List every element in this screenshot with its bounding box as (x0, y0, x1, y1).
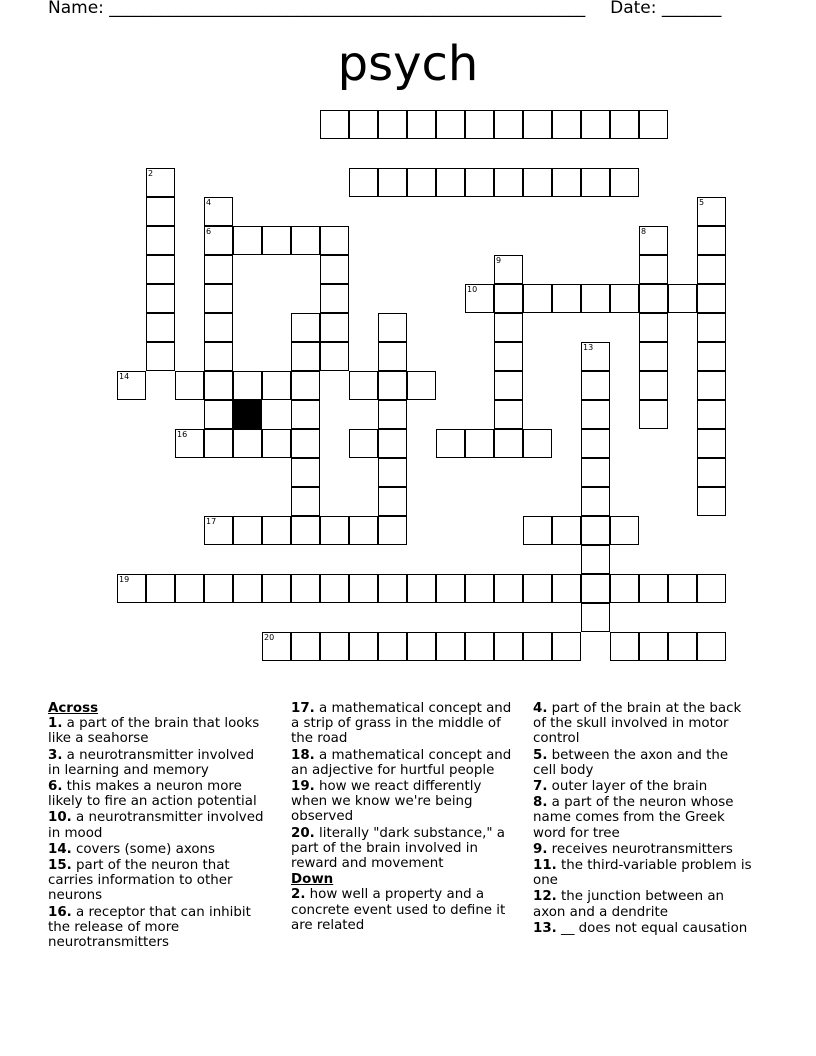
clue-number: 2 (148, 169, 154, 178)
down-clue (291, 887, 513, 933)
grid-cell[interactable] (407, 574, 436, 603)
clue-text: the junction between an axon and a dendrite (533, 889, 725, 920)
grid-cell[interactable] (291, 371, 320, 400)
clue-text: the third-variable problem is one (533, 858, 752, 889)
grid-cell[interactable] (697, 342, 726, 371)
grid-cell[interactable] (378, 342, 407, 371)
grid-cell[interactable] (697, 197, 726, 226)
clue-label-number: 1. (48, 716, 63, 732)
grid-cell[interactable] (581, 458, 610, 487)
clue-label-number: 12. (533, 889, 557, 905)
grid-cell[interactable] (262, 429, 291, 458)
grid-cell[interactable] (320, 632, 349, 661)
clue-number: 19 (119, 575, 130, 584)
grid-cell[interactable] (204, 255, 233, 284)
grid-cell[interactable] (610, 574, 639, 603)
grid-cell[interactable] (697, 255, 726, 284)
across-clue (48, 842, 270, 857)
grid-cell[interactable] (523, 429, 552, 458)
grid-cell[interactable] (668, 574, 697, 603)
clue-label-number: 8. (533, 795, 548, 811)
clue-label-number: 7. (533, 779, 548, 795)
grid-cell[interactable] (291, 429, 320, 458)
clue-label-number: 11. (533, 858, 557, 874)
grid-cell[interactable] (639, 400, 668, 429)
grid-cell[interactable] (407, 371, 436, 400)
clue-number: 5 (699, 198, 705, 207)
grid-cell[interactable] (291, 458, 320, 487)
clue-text: covers (some) axons (76, 841, 215, 857)
clue-label-number: 3. (48, 747, 63, 763)
grid-cell[interactable] (523, 632, 552, 661)
across-clue (48, 905, 270, 951)
grid-cell[interactable] (175, 429, 204, 458)
clue-heading: Across (48, 701, 99, 716)
grid-cell[interactable] (378, 110, 407, 139)
grid-cell[interactable] (378, 371, 407, 400)
grid-cell[interactable] (639, 371, 668, 400)
grid-cell-black (233, 400, 262, 429)
grid-cell[interactable] (465, 632, 494, 661)
clue-label-number: 15. (48, 858, 72, 874)
grid-cell[interactable] (697, 284, 726, 313)
clue-label-number: 18. (291, 747, 315, 763)
clue-text: a mathematical concept and a strip of grass in the middle of the road (291, 701, 512, 747)
grid-cell[interactable] (320, 342, 349, 371)
down-clue (533, 921, 755, 936)
grid-cell[interactable] (146, 284, 175, 313)
grid-cell[interactable] (233, 516, 262, 545)
grid-cell[interactable] (204, 284, 233, 313)
grid-cell[interactable] (494, 342, 523, 371)
grid-cell[interactable] (320, 516, 349, 545)
grid-cell[interactable] (204, 197, 233, 226)
down-clue (533, 842, 755, 857)
grid-cell[interactable] (668, 284, 697, 313)
grid-cell[interactable] (204, 516, 233, 545)
clue-column-2 (291, 701, 513, 934)
grid-cell[interactable] (378, 516, 407, 545)
grid-cell[interactable] (407, 168, 436, 197)
across-clue (291, 701, 513, 747)
grid-cell[interactable] (262, 516, 291, 545)
grid-cell[interactable] (349, 632, 378, 661)
grid-cell[interactable] (291, 342, 320, 371)
across-clue (291, 779, 513, 825)
grid-cell[interactable] (639, 313, 668, 342)
grid-cell[interactable] (494, 429, 523, 458)
grid-cell[interactable] (320, 574, 349, 603)
grid-cell[interactable] (291, 574, 320, 603)
grid-cell[interactable] (581, 371, 610, 400)
grid-cell[interactable] (697, 371, 726, 400)
page-title: psych (337, 36, 479, 92)
grid-cell[interactable] (146, 255, 175, 284)
grid-cell[interactable] (117, 371, 146, 400)
grid-cell[interactable] (552, 516, 581, 545)
down-clue (533, 889, 755, 919)
grid-cell[interactable] (291, 487, 320, 516)
grid-cell[interactable] (523, 168, 552, 197)
grid-cell[interactable] (407, 632, 436, 661)
grid-cell[interactable] (436, 632, 465, 661)
grid-cell[interactable] (494, 255, 523, 284)
grid-cell[interactable] (349, 371, 378, 400)
grid-cell[interactable] (639, 226, 668, 255)
clue-text: a neurotransmitter involved in mood (48, 810, 264, 841)
grid-cell[interactable] (436, 574, 465, 603)
clue-text: a part of the neuron whose name comes from the Greek word for tree (533, 795, 734, 841)
clue-text: between the axon and the cell body (533, 747, 729, 778)
grid-cell[interactable] (320, 226, 349, 255)
clue-label-number: 16. (48, 904, 72, 920)
grid-cell[interactable] (581, 400, 610, 429)
name-field[interactable]: ________________________________________________________ (109, 0, 586, 18)
grid-cell[interactable] (523, 110, 552, 139)
clue-label-number: 20. (291, 825, 315, 841)
grid-cell[interactable] (697, 487, 726, 516)
grid-cell[interactable] (523, 516, 552, 545)
grid-cell[interactable] (697, 458, 726, 487)
grid-cell[interactable] (146, 168, 175, 197)
grid-cell[interactable] (349, 168, 378, 197)
grid-cell[interactable] (581, 545, 610, 574)
grid-cell[interactable] (175, 371, 204, 400)
grid-cell[interactable] (639, 110, 668, 139)
grid-cell[interactable] (465, 168, 494, 197)
grid-cell[interactable] (581, 429, 610, 458)
across-clue (48, 748, 270, 778)
clue-label-number: 10. (48, 810, 72, 826)
grid-cell[interactable] (581, 603, 610, 632)
grid-cell[interactable] (262, 226, 291, 255)
across-clue (48, 810, 270, 840)
clue-text: a neurotransmitter involved in learning and memory (48, 747, 255, 778)
grid-cell[interactable] (146, 313, 175, 342)
grid-cell[interactable] (697, 429, 726, 458)
grid-cell[interactable] (349, 110, 378, 139)
clue-heading: Down (291, 872, 334, 888)
grid-cell[interactable] (581, 284, 610, 313)
grid-cell[interactable] (349, 574, 378, 603)
clue-number: 9 (496, 256, 502, 265)
grid-cell[interactable] (639, 632, 668, 661)
clue-column-1 (48, 701, 270, 951)
grid-cell[interactable] (378, 429, 407, 458)
clue-label-number: 17. (291, 701, 315, 716)
clue-text: a mathematical concept and an adjective for hurtful people (291, 747, 512, 778)
across-clue (48, 716, 270, 746)
across-clue (291, 748, 513, 778)
clue-text: part of the brain at the back of the skull involved in motor control (533, 701, 742, 747)
grid-cell[interactable] (610, 168, 639, 197)
grid-cell[interactable] (552, 632, 581, 661)
clue-number: 17 (206, 517, 217, 526)
date-field[interactable]: _______ (661, 0, 722, 18)
grid-cell[interactable] (320, 110, 349, 139)
clue-number: 4 (206, 198, 212, 207)
clue-text: how well a property and a concrete event used to define it are related (291, 887, 506, 933)
clue-label-number: 2. (291, 887, 306, 903)
grid-cell[interactable] (204, 226, 233, 255)
clue-text: receives neurotransmitters (551, 841, 733, 857)
grid-cell[interactable] (378, 574, 407, 603)
clue-label-number: 9. (533, 841, 548, 857)
grid-cell[interactable] (146, 197, 175, 226)
down-clue (533, 748, 755, 778)
grid-cell[interactable] (494, 313, 523, 342)
clue-number: 10 (467, 285, 478, 294)
grid-cell[interactable] (610, 110, 639, 139)
grid-cell[interactable] (639, 574, 668, 603)
grid-cell[interactable] (494, 284, 523, 313)
grid-cell[interactable] (233, 574, 262, 603)
grid-cell[interactable] (639, 342, 668, 371)
down-clue (533, 795, 755, 841)
grid-cell[interactable] (668, 632, 697, 661)
grid-cell[interactable] (117, 574, 146, 603)
grid-cell[interactable] (465, 110, 494, 139)
grid-cell[interactable] (349, 429, 378, 458)
grid-cell[interactable] (552, 168, 581, 197)
grid-cell[interactable] (175, 574, 204, 603)
grid-cell[interactable] (581, 487, 610, 516)
grid-cell[interactable] (436, 429, 465, 458)
grid-cell[interactable] (262, 632, 291, 661)
grid-cell[interactable] (697, 574, 726, 603)
across-clue (48, 858, 270, 904)
grid-cell[interactable] (204, 342, 233, 371)
clue-number: 14 (119, 372, 130, 381)
grid-cell[interactable] (610, 284, 639, 313)
grid-cell[interactable] (233, 226, 262, 255)
across-clue (48, 779, 270, 809)
grid-cell[interactable] (146, 574, 175, 603)
grid-cell[interactable] (581, 110, 610, 139)
grid-cell[interactable] (291, 516, 320, 545)
grid-cell[interactable] (204, 429, 233, 458)
grid-cell[interactable] (465, 429, 494, 458)
grid-cell[interactable] (552, 110, 581, 139)
grid-cell[interactable] (378, 400, 407, 429)
clue-text: outer layer of the brain (551, 779, 708, 795)
grid-cell[interactable] (233, 429, 262, 458)
grid-cell[interactable] (204, 400, 233, 429)
clue-text: this makes a neuron more likely to fire an action potential (48, 779, 257, 810)
grid-cell[interactable] (610, 516, 639, 545)
grid-cell[interactable] (697, 400, 726, 429)
clue-text: a receptor that can inhibit the release of more neurotransmitters (48, 904, 251, 951)
clue-number: 16 (177, 430, 188, 439)
grid-cell[interactable] (581, 516, 610, 545)
grid-cell[interactable] (581, 342, 610, 371)
grid-cell[interactable] (494, 110, 523, 139)
grid-cell[interactable] (639, 255, 668, 284)
grid-cell[interactable] (465, 574, 494, 603)
grid-cell[interactable] (262, 371, 291, 400)
grid-cell[interactable] (494, 371, 523, 400)
grid-cell[interactable] (697, 632, 726, 661)
grid-cell[interactable] (465, 284, 494, 313)
clue-text: a part of the brain that looks like a seahorse (48, 716, 260, 747)
date-label: Date: (610, 0, 657, 18)
grid-cell[interactable] (610, 632, 639, 661)
grid-cell[interactable] (494, 574, 523, 603)
grid-cell[interactable] (320, 313, 349, 342)
grid-cell[interactable] (146, 342, 175, 371)
grid-cell[interactable] (204, 371, 233, 400)
clue-number: 8 (641, 227, 647, 236)
grid-cell[interactable] (262, 574, 291, 603)
grid-cell[interactable] (349, 516, 378, 545)
clue-column-3 (533, 701, 755, 937)
clue-text: __ does not equal causation (561, 920, 748, 936)
grid-cell[interactable] (378, 487, 407, 516)
down-clue (533, 779, 755, 794)
grid-cell[interactable] (146, 226, 175, 255)
down-clue (533, 858, 755, 888)
grid-cell[interactable] (407, 110, 436, 139)
grid-cell[interactable] (378, 458, 407, 487)
clue-number: 6 (206, 227, 212, 236)
grid-cell[interactable] (697, 313, 726, 342)
grid-cell[interactable] (291, 400, 320, 429)
clue-text: how we react differently when we know we're being observed (291, 779, 482, 825)
grid-cell[interactable] (291, 313, 320, 342)
grid-cell[interactable] (204, 313, 233, 342)
grid-cell[interactable] (378, 632, 407, 661)
grid-cell[interactable] (291, 632, 320, 661)
grid-cell[interactable] (494, 400, 523, 429)
clue-label-number: 19. (291, 779, 315, 795)
clue-text: literally "dark substance," a part of the brain involved in reward and movement (291, 825, 506, 872)
clue-label-number: 5. (533, 747, 548, 763)
grid-cell[interactable] (494, 168, 523, 197)
clue-text: part of the neuron that carries information to other neurons (48, 858, 233, 904)
grid-cell[interactable] (436, 110, 465, 139)
grid-cell[interactable] (233, 371, 262, 400)
grid-cell[interactable] (320, 284, 349, 313)
grid-cell[interactable] (523, 574, 552, 603)
grid-cell[interactable] (378, 168, 407, 197)
clue-label-number: 4. (533, 701, 548, 716)
grid-cell[interactable] (552, 284, 581, 313)
grid-cell[interactable] (697, 226, 726, 255)
header-line (48, 0, 748, 18)
grid-cell[interactable] (320, 255, 349, 284)
grid-cell[interactable] (581, 574, 610, 603)
grid-cell[interactable] (291, 226, 320, 255)
grid-cell[interactable] (494, 632, 523, 661)
clue-number: 13 (583, 343, 594, 352)
grid-cell[interactable] (436, 168, 465, 197)
name-label: Name: (48, 0, 104, 18)
clue-label-number: 14. (48, 841, 72, 857)
grid-cell[interactable] (552, 574, 581, 603)
clue-label-number: 6. (48, 779, 63, 795)
grid-cell[interactable] (204, 574, 233, 603)
grid-cell[interactable] (523, 284, 552, 313)
down-clue (533, 701, 755, 747)
grid-cell[interactable] (378, 313, 407, 342)
grid-cell[interactable] (639, 284, 668, 313)
clue-label-number: 13. (533, 920, 557, 936)
across-clue (291, 826, 513, 872)
grid-cell[interactable] (581, 168, 610, 197)
clue-number: 20 (264, 633, 275, 642)
